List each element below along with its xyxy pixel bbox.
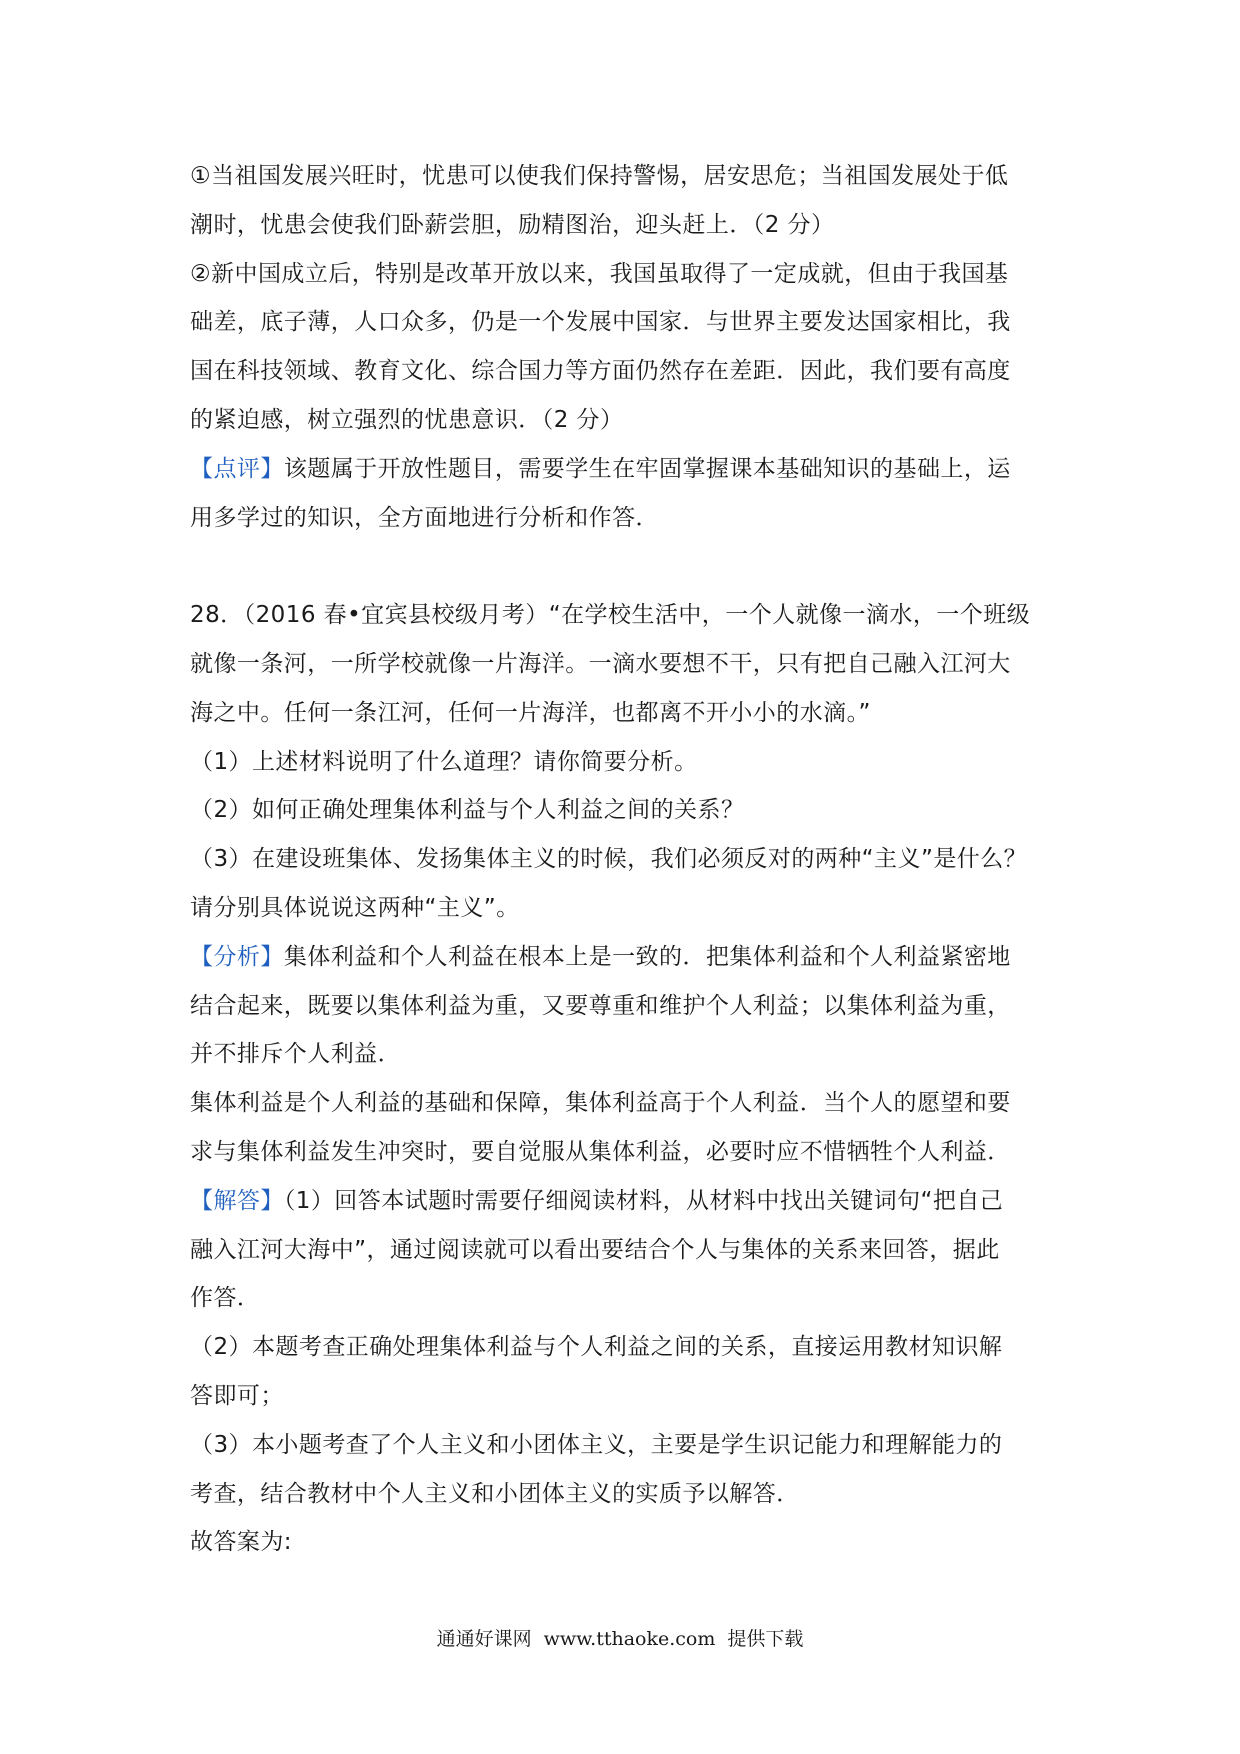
question-stem-line: 就像一条河，一所学校就像一片海洋。一滴水要想不干，只有把自己融入江河大 <box>190 650 1011 677</box>
footer-site-name: 通通好课网 <box>436 1628 532 1650</box>
footer-url[interactable]: www.tthaoke.com <box>543 1628 716 1650</box>
comment-line: 用多学过的知识，全方面地进行分析和作答． <box>190 504 659 531</box>
solution-line <box>190 1177 1058 1226</box>
solution-line: 作答． <box>190 1285 261 1312</box>
analysis-text: 集体利益和个人利益在根本上是一致的．把集体利益和个人利益紧密地 <box>283 943 1011 970</box>
sub-question: （3）在建设班集体、发扬集体主义的时候，我们必须反对的两种“主义”是什么？ <box>190 846 1028 873</box>
analysis-line: 集体利益是个人利益的基础和保障，集体利益高于个人利益．当个人的愿望和要 <box>190 1090 1011 1117</box>
analysis-tag: 【分析】 <box>190 943 284 970</box>
sub-question: （1）上述材料说明了什么道理？请你简要分析。 <box>190 748 698 775</box>
analysis-line <box>190 933 1058 982</box>
analysis-line: 并不排斥个人利益． <box>190 1041 402 1068</box>
analysis-line: 求与集体利益发生冲突时，要自觉服从集体利益，必要时应不惜牺牲个人利益． <box>190 1138 1011 1165</box>
answer-line: 潮时，忧患会使我们卧薪尝胆，励精图治，迎头赶上．（2 分） <box>190 211 835 238</box>
solution-line: 融入江河大海中”，通过阅读就可以看出要结合个人与集体的关系来回答，据此 <box>190 1236 1000 1263</box>
sub-question: 请分别具体说说这两种“主义”。 <box>190 894 520 921</box>
page-content <box>190 152 1058 1567</box>
answer-line: 的紧迫感，树立强烈的忧患意识．（2 分） <box>190 406 624 433</box>
footer-suffix: 提供下载 <box>727 1628 804 1650</box>
solution-text: （1）回答本试题时需要仔细阅读材料，从材料中找出关键词句“把自己 <box>283 1187 1004 1214</box>
sub-question: （2）如何正确处理集体利益与个人利益之间的关系？ <box>190 797 745 824</box>
question-stem-line: 28．（2016 春•宜宾县校级月考）“在学校生活中，一个人就像一滴水，一个班级 <box>190 602 1031 629</box>
solution-line: 考查，结合教材中个人主义和小团体主义的实质予以解答． <box>190 1480 800 1507</box>
section-gap <box>190 542 1058 591</box>
comment-text: 该题属于开放性题目，需要学生在牢固掌握课本基础知识的基础上，运 <box>283 455 1011 482</box>
solution-line: （2）本题考查正确处理集体利益与个人利益之间的关系，直接运用教材知识解 <box>190 1334 1003 1361</box>
answer-line: 础差，底子薄，人口众多，仍是一个发展中国家．与世界主要发达国家相比，我 <box>190 309 1011 336</box>
solution-line: 故答案为: <box>190 1529 292 1556</box>
page-footer <box>0 1624 1240 1651</box>
analysis-line: 结合起来，既要以集体利益为重，又要尊重和维护个人利益；以集体利益为重， <box>190 992 1011 1019</box>
question-stem-line: 海之中。任何一条江河，任何一片海洋，也都离不开小小的水滴。” <box>190 699 871 726</box>
answer-line: ①当祖国发展兴旺时，忧患可以使我们保持警惕，居安思危；当祖国发展处于低 <box>190 163 1009 189</box>
solution-tag: 【解答】 <box>190 1187 284 1214</box>
solution-line: （3）本小题考查了个人主义和小团体主义，主要是学生识记能力和理解能力的 <box>190 1431 1003 1458</box>
comment-tag: 【点评】 <box>190 455 284 482</box>
answer-line: 国在科技领域、教育文化、综合国力等方面仍然存在差距．因此，我们要有高度 <box>190 358 1011 385</box>
answer-line: ②新中国成立后，特别是改革开放以来，我国虽取得了一定成就，但由于我国基 <box>190 260 1009 287</box>
solution-line: 答即可； <box>190 1382 284 1409</box>
comment-line <box>190 445 1058 494</box>
